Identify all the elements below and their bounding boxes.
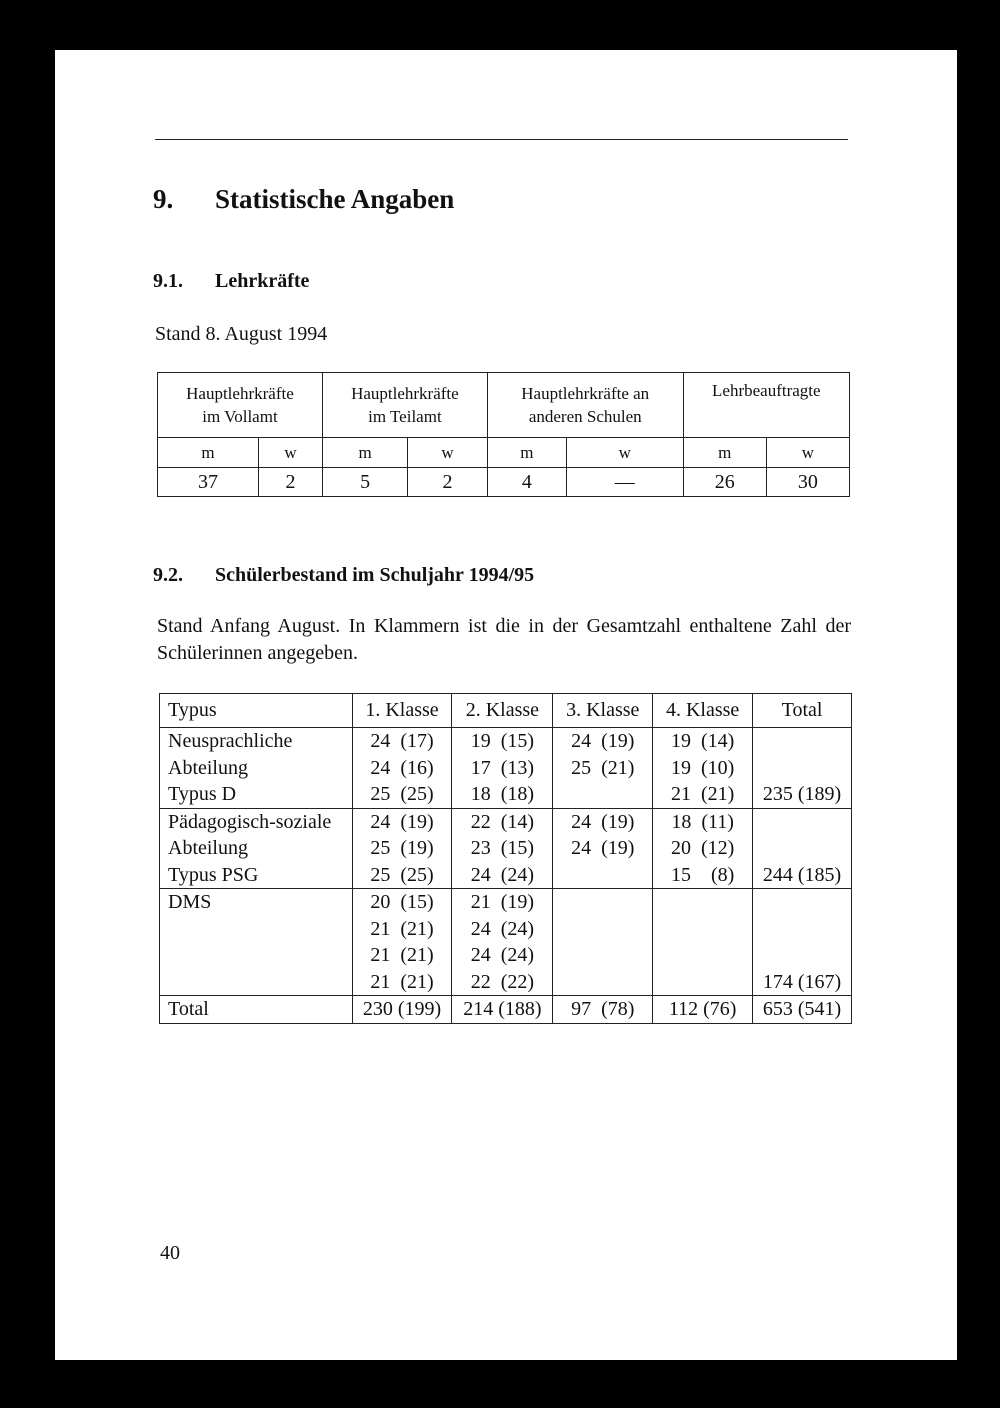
header-klasse-4: 4. Klasse (653, 694, 753, 728)
cell-line: 20 (15) (370, 891, 434, 913)
cell-line: 24 (19) (571, 730, 635, 752)
klasse-cell (553, 889, 653, 996)
cell-line: 24 (19) (370, 810, 434, 833)
top-rule (155, 139, 848, 140)
cell-line: Abteilung (168, 837, 248, 859)
cell-line: 25 (21) (571, 756, 635, 779)
cell-line: 24 (24) (470, 863, 535, 886)
cell-line: 21 (21) (370, 970, 434, 993)
value-cell: 2 (259, 468, 323, 497)
value-cell: 2 (408, 468, 488, 497)
klasse-cell (452, 889, 553, 996)
cell-line: 21 (21) (370, 917, 434, 940)
sub-header: w (259, 438, 323, 468)
cell-line: 24 (17) (370, 730, 434, 752)
row-total: 235 (189) (753, 728, 852, 809)
cell-line: 24 (19) (571, 837, 635, 859)
header-cell: Hauptlehrkräfte an anderen Schulen (487, 373, 683, 438)
value-cell: 37 (158, 468, 259, 497)
value-cell: 5 (322, 468, 407, 497)
cell-line: 22 (14) (470, 810, 535, 833)
document-page (55, 50, 957, 1360)
klasse-cell (653, 728, 753, 809)
sub-header: m (158, 438, 259, 468)
sub-header: w (766, 438, 849, 468)
cell-line: 24 (16) (370, 756, 434, 779)
cell-line: 17 (13) (470, 756, 535, 779)
row-total: 244 (185) (753, 808, 852, 889)
cell-line: 18 (18) (470, 783, 535, 805)
explanation-paragraph: Stand Anfang August. In Klammern ist die in der Gesamtzahl enthaltene Zahl der Schülerinnen angegeben. (157, 615, 851, 664)
total-cell: 230 (199) (352, 996, 452, 1024)
header-typus: Typus (160, 694, 353, 728)
value-cell: 26 (683, 468, 766, 497)
cell-line: 15 (8) (670, 863, 735, 886)
header-klasse-3: 3. Klasse (553, 694, 653, 728)
value-cell: 30 (766, 468, 849, 497)
typus-cell (160, 728, 353, 809)
subsection-heading-lehrkraefte: 9.1. Lehrkräfte (153, 270, 310, 292)
klasse-cell (452, 808, 553, 889)
cell-line: 19 (14) (670, 730, 735, 752)
header-total: Total (753, 694, 852, 728)
klasse-cell (352, 889, 452, 996)
header-cell: Lehrbeauftragte (683, 373, 849, 438)
total-label: Total (160, 996, 353, 1024)
table-row (160, 808, 852, 889)
klasse-cell (553, 728, 653, 809)
cell-line: 24 (24) (470, 944, 535, 966)
lehrkraefte-table (157, 372, 850, 497)
cell-line: 19 (10) (670, 756, 735, 779)
cell-line: 24 (24) (470, 917, 535, 940)
cell-line: 21 (21) (370, 944, 434, 966)
klasse-cell (653, 808, 753, 889)
sub-header: m (683, 438, 766, 468)
sub-header: m (322, 438, 407, 468)
cell-line: Abteilung (168, 756, 248, 779)
schuelerbestand-table (159, 693, 852, 1024)
subsection-heading-schuelerbestand: 9.2. Schülerbestand im Schuljahr 1994/95 (153, 564, 535, 586)
cell-line: DMS (168, 891, 212, 913)
klasse-cell (452, 728, 553, 809)
cell-line: 25 (19) (370, 837, 434, 859)
sub-header: m (487, 438, 566, 468)
cell-line: 18 (11) (671, 810, 734, 833)
table-row (160, 728, 852, 809)
cell-line: 20 (12) (670, 837, 735, 859)
cell-line: 22 (22) (470, 970, 535, 993)
klasse-cell (553, 808, 653, 889)
cell-line: 25 (25) (370, 863, 434, 886)
stand-date: Stand 8. August 1994 (155, 323, 328, 345)
table-row (160, 889, 852, 996)
klasse-cell (352, 728, 452, 809)
page-number: 40 (160, 1242, 180, 1264)
row-total: 174 (167) (753, 889, 852, 996)
klasse-cell (352, 808, 452, 889)
typus-cell (160, 808, 353, 889)
cell-line: 21 (19) (470, 891, 535, 913)
cell-line: 23 (15) (470, 837, 535, 859)
cell-line: 24 (19) (571, 810, 635, 833)
value-cell: 4 (487, 468, 566, 497)
total-cell: 214 (188) (452, 996, 553, 1024)
total-cell: 97 (78) (553, 996, 653, 1024)
section-heading: 9. Statistische Angaben (153, 184, 455, 214)
total-cell: 653 (541) (753, 996, 852, 1024)
cell-line: Typus D (168, 783, 237, 805)
header-cell: Hauptlehrkräfte im Teilamt (322, 373, 487, 438)
cell-line: Typus PSG (168, 863, 259, 886)
header-cell: Hauptlehrkräfte im Vollamt (158, 373, 323, 438)
cell-line: 19 (15) (470, 730, 535, 752)
klasse-cell (653, 889, 753, 996)
cell-line: 21 (21) (670, 783, 735, 805)
cell-line: Pädagogisch-soziale (168, 810, 332, 833)
sub-header: w (408, 438, 488, 468)
cell-line: 25 (25) (370, 783, 434, 805)
total-cell: 112 (76) (653, 996, 753, 1024)
cell-line: Neusprachliche (168, 730, 293, 752)
header-klasse-1: 1. Klasse (352, 694, 452, 728)
header-klasse-2: 2. Klasse (452, 694, 553, 728)
typus-cell (160, 889, 353, 996)
sub-header: w (566, 438, 683, 468)
value-cell: — (566, 468, 683, 497)
